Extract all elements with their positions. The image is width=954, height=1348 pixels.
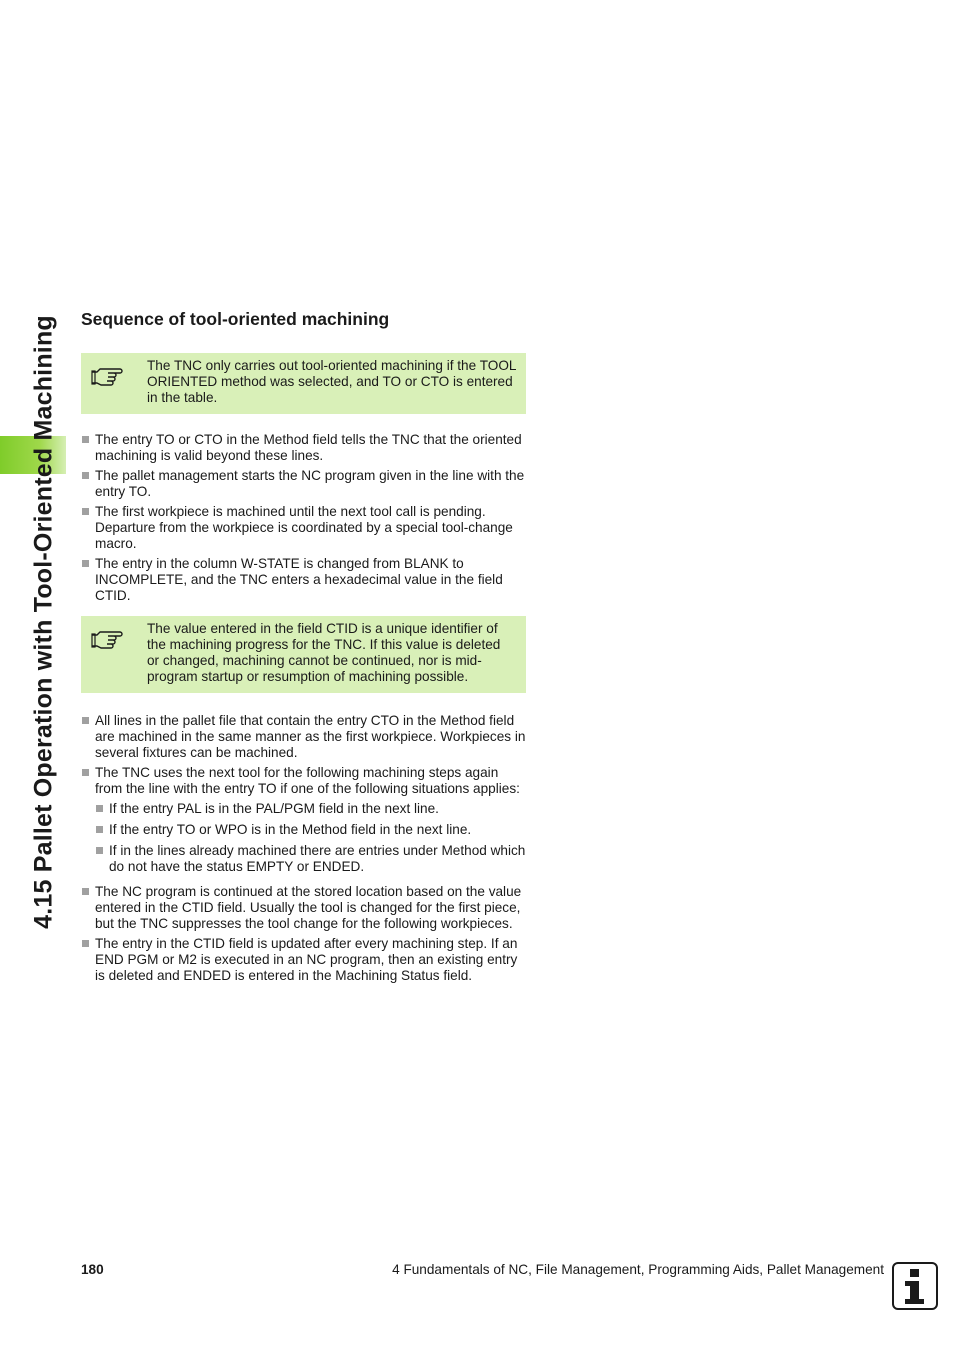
list-item (81, 504, 526, 552)
list-item (81, 765, 526, 875)
chapter-footer-title: 4 Fundamentals of NC, File Management, Programming Aids, Pallet Management (392, 1262, 884, 1277)
list-item-text: The NC program is continued at the stored location based on the value entered in the CTID field. Usually the tool is changed for the first piece, but the TNC suppresses the tool change for the following workpieces. (95, 884, 522, 931)
list-item-text: If the entry TO or WPO is in the Method field in the next line. (109, 822, 472, 837)
list-item-text: The entry in the column W-STATE is changed from BLANK to INCOMPLETE, and the TNC enters a hexadecimal value in the field CTID. (95, 556, 503, 603)
list-item-text: If the entry PAL is in the PAL/PGM field in the next line. (109, 801, 439, 816)
bullet-square-icon (82, 436, 89, 443)
note-text: The value entered in the field CTID is a unique identifier of the machining progress for the TNC. If this value is deleted or changed, machining cannot be continued, nor is mid-program startup or resumption of machining possible. (147, 621, 501, 684)
section-heading: Sequence of tool-oriented machining (81, 309, 390, 329)
sub-list-item (95, 822, 526, 838)
bullet-square-icon (96, 847, 103, 854)
bullet-list (81, 432, 526, 604)
sub-list-item (95, 843, 526, 875)
sub-list-item (95, 801, 526, 817)
list-item (81, 556, 526, 604)
list-item (81, 713, 526, 761)
bullet-square-icon (96, 826, 103, 833)
note-box (81, 616, 526, 693)
bullet-square-icon (82, 717, 89, 724)
pointing-hand-icon (90, 626, 126, 652)
bullet-square-icon (82, 940, 89, 947)
list-item (81, 468, 526, 500)
list-item-text: The entry in the CTID field is updated after every machining step. If an END PGM or M2 is executed in an NC program, then an existing entry is deleted and ENDED is entered in the Machining Status field. (95, 936, 518, 983)
list-item (81, 432, 526, 464)
bullet-square-icon (82, 472, 89, 479)
main-content (81, 307, 526, 988)
list-item-text: If in the lines already machined there are entries under Method which do not have the status EMPTY or ENDED. (109, 843, 526, 874)
bullet-square-icon (82, 888, 89, 895)
bullet-list (81, 713, 526, 984)
sub-bullet-list (95, 801, 526, 875)
bullet-square-icon (96, 805, 103, 812)
list-item-text: The TNC uses the next tool for the following machining steps again from the line with the entry TO if one of the following situations applies: (95, 765, 520, 796)
list-item-text: All lines in the pallet file that contain the entry CTO in the Method field are machined in the same manner as the first workpiece. Workpieces in several fixtures can be machined. (95, 713, 526, 760)
bullet-square-icon (82, 508, 89, 515)
page-number: 180 (81, 1262, 104, 1277)
bullet-square-icon (82, 560, 89, 567)
list-item-text: The first workpiece is machined until the next tool call is pending. Departure from the workpiece is coordinated by a special tool-change macro. (95, 504, 513, 551)
note-box (81, 353, 526, 414)
note-text: The TNC only carries out tool-oriented machining if the TOOL ORIENTED method was selected, and TO or CTO is entered in the table. (147, 358, 516, 405)
pointing-hand-icon (90, 363, 126, 389)
info-icon (892, 1262, 938, 1310)
bullet-square-icon (82, 769, 89, 776)
list-item-text: The entry TO or CTO in the Method field tells the TNC that the oriented machining is valid beyond these lines. (95, 432, 522, 463)
list-item-text: The pallet management starts the NC program given in the line with the entry TO. (95, 468, 525, 499)
list-item (81, 884, 526, 932)
list-item (81, 936, 526, 984)
section-side-title: 4.15 Pallet Operation with Tool-Oriented Machining (29, 315, 58, 929)
